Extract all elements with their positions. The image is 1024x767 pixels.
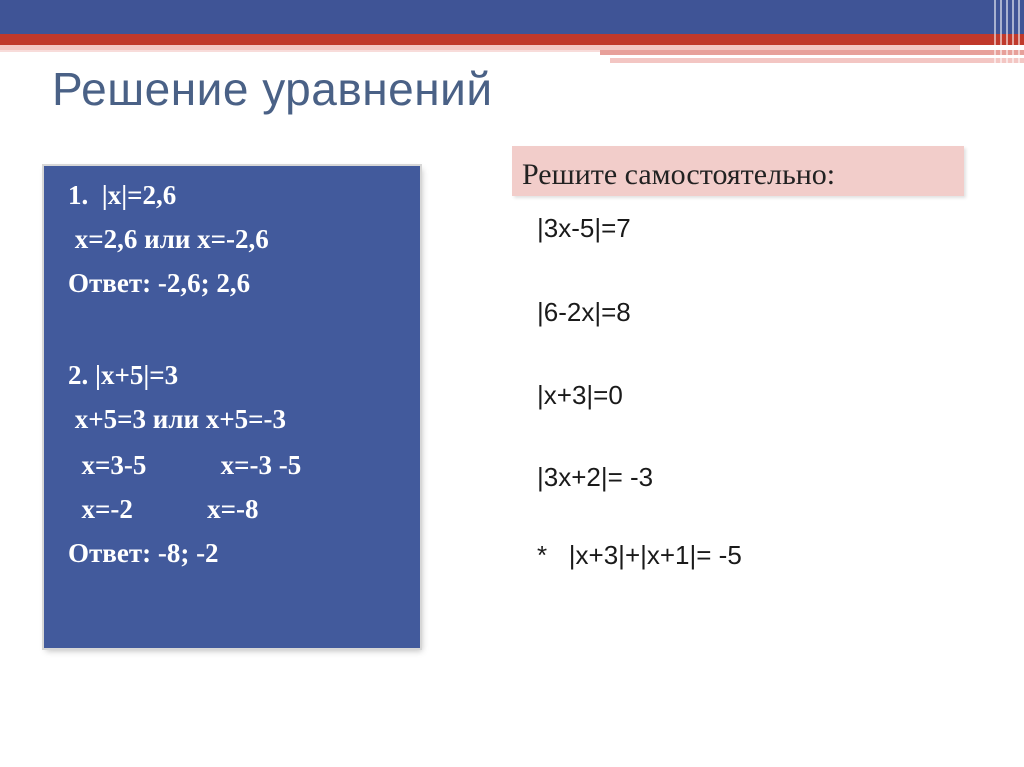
solution-line: 2. |x+5|=3 xyxy=(68,360,179,390)
top-blue-bar xyxy=(0,0,1024,34)
top-pink-stripe-right xyxy=(600,50,1024,55)
task-equation: |3x+2|= -3 xyxy=(537,462,654,492)
task-equation: |6-2x|=8 xyxy=(537,297,631,327)
task-header-label: Решите самостоятельно: xyxy=(522,158,836,191)
solution-line: 1. |x|=2,6 xyxy=(68,180,177,210)
solution-line: x=2,6 или x=-2,6 xyxy=(68,224,269,254)
task-equation: |3x-5|=7 xyxy=(537,213,631,243)
solution-line: Ответ: -2,6; 2,6 xyxy=(68,268,251,298)
solution-box xyxy=(44,166,420,648)
corner-decoration xyxy=(994,0,1024,66)
solution-line: Ответ: -8; -2 xyxy=(68,538,219,568)
slide-title: Решение уравнений xyxy=(52,63,493,115)
top-pink-thin-stripe xyxy=(0,50,600,52)
task-equation: |x+3|=0 xyxy=(537,380,623,410)
top-red-bar xyxy=(0,34,1024,45)
task-header xyxy=(512,146,964,196)
top-pink-stripe-right-lower xyxy=(610,58,1024,63)
solution-line: x+5=3 или x+5=-3 xyxy=(68,404,287,434)
solution-line: x=-2 x=-8 xyxy=(68,494,259,524)
solution-line: x=3-5 x=-3 -5 xyxy=(68,450,302,480)
task-equation-starred: * |x+3|+|x+1|= -5 xyxy=(537,540,742,570)
